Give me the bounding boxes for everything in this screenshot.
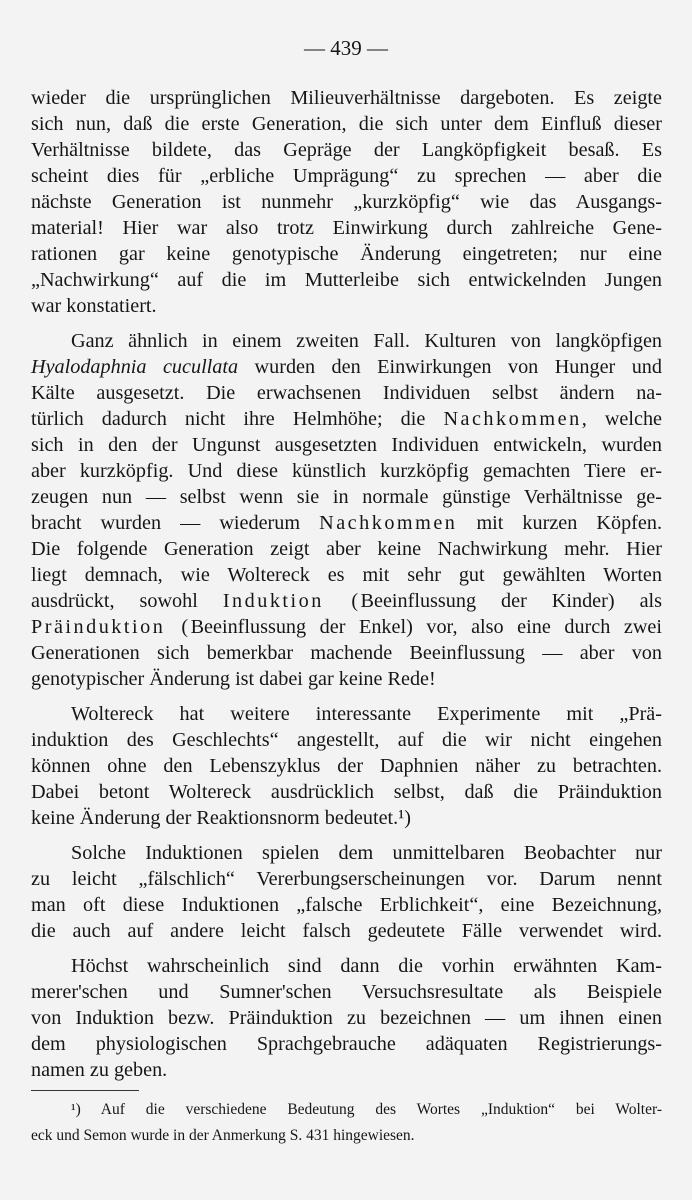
text-line: Ganz ähnlich in einem zweiten Fall. Kulturen von langköpfigen (71, 330, 662, 352)
text-line: wieder die ursprünglichen Milieuverhältnisse dargeboten. Es zeigte (31, 87, 662, 109)
text-line: liegt demnach, wie Woltereck es mit sehr gut gewählten Worten (31, 564, 662, 586)
paragraph-1 (31, 85, 662, 319)
paragraph-4 (31, 840, 662, 944)
text-line: zu leicht „fälschlich“ Vererbungserscheinungen vor. Darum nennt (31, 868, 662, 890)
page-number: — 439 — (304, 36, 388, 60)
text-line: Solche Induktionen spielen dem unmittelbaren Beobachter nur (71, 842, 662, 864)
text-line: Die folgende Generation zeigt aber keine Nachwirkung mehr. Hier (31, 538, 662, 560)
text-line: scheint dies für „erbliche Umprägung“ zu sprechen — aber die (31, 165, 662, 187)
footnote-line: eck und Semon wurde in der Anmerkung S. 431 hingewiesen. (31, 1127, 415, 1144)
text-line: Präinduktion (Beeinflussung der Enkel) vor, also eine durch zwei (31, 616, 662, 638)
text-line: man oft diese Induktionen „falsche Erblichkeit“, eine Bezeichnung, (31, 894, 662, 916)
text-line: merer'schen und Sumner'schen Versuchsresultate als Beispiele (31, 981, 662, 1003)
text-line: „Nachwirkung“ auf die im Mutterleibe sich entwickelnden Jungen (31, 269, 662, 291)
text-line: rationen gar keine genotypische Änderung eingetreten; nur eine (31, 243, 662, 265)
text-line: war konstatiert. (31, 295, 157, 317)
footnote-divider (31, 1090, 139, 1091)
text-line: Höchst wahrscheinlich sind dann die vorhin erwähnten Kam- (71, 955, 662, 977)
text-line: Verhältnisse bildete, das Gepräge der Langköpfigkeit besaß. Es (31, 139, 662, 161)
text-line: sich in den der Ungunst ausgesetzten Individuen entwickeln, wurden (31, 434, 662, 456)
text-line: material! Hier war also trotz Einwirkung durch zahlreiche Gene- (31, 217, 662, 239)
text-line: Hyalodaphnia cucullata wurden den Einwirkungen von Hunger und (31, 356, 662, 378)
text-line: keine Änderung der Reaktionsnorm bedeutet.¹) (31, 807, 411, 829)
text-line: dem physiologischen Sprachgebrauche adäquaten Registrierungs- (31, 1033, 662, 1055)
text-line: Woltereck hat weitere interessante Experimente mit „Prä- (71, 703, 662, 725)
text-line: können ohne den Lebenszyklus der Daphnien näher zu betrachten. (31, 755, 662, 777)
text-line: Generationen sich bemerkbar machende Beeinflussung — aber von (31, 642, 662, 664)
text-line: nächste Generation ist nunmehr „kurzköpfig“ wie das Ausgangs- (31, 191, 662, 213)
text-line: türlich dadurch nicht ihre Helmhöhe; die Nachkommen, welche (31, 408, 662, 430)
text-line: bracht wurden — wiederum Nachkommen mit kurzen Köpfen. (31, 512, 663, 534)
text-line: Kälte ausgesetzt. Die erwachsenen Individuen selbst ändern na- (31, 382, 662, 404)
text-line: aber kurzköpfig. Und diese künstlich kurzköpfig gemachten Tiere er- (31, 460, 662, 482)
paragraph-2 (31, 328, 662, 692)
text-line: ausdrückt, sowohl Induktion (Beeinflussung der Kinder) als (31, 590, 662, 612)
text-line: von Induktion bezw. Präinduktion zu bezeichnen — um ihnen einen (31, 1007, 662, 1029)
text-line: die auch auf andere leicht falsch gedeutete Fälle verwendet wird. (31, 920, 662, 942)
footnote-line: ¹) Auf die verschiedene Bedeutung des Wortes „Induktion“ bei Wolter- (71, 1101, 662, 1118)
paragraph-5 (31, 953, 662, 1083)
text-line: induktion des Geschlechts“ angestellt, auf die wir nicht eingehen (31, 729, 662, 751)
text-line: genotypischer Änderung ist dabei gar keine Rede! (31, 668, 436, 690)
text-line: sich nun, daß die erste Generation, die sich unter dem Einfluß dieser (31, 113, 662, 135)
main-text (31, 85, 662, 1083)
text-line: zeugen nun — selbst wenn sie in normale günstige Verhältnisse ge- (31, 486, 662, 508)
footnote (31, 1097, 662, 1149)
text-line: Dabei betont Woltereck ausdrücklich selbst, daß die Präinduktion (31, 781, 662, 803)
text-line: namen zu geben. (31, 1059, 168, 1081)
paragraph-3 (31, 701, 662, 831)
